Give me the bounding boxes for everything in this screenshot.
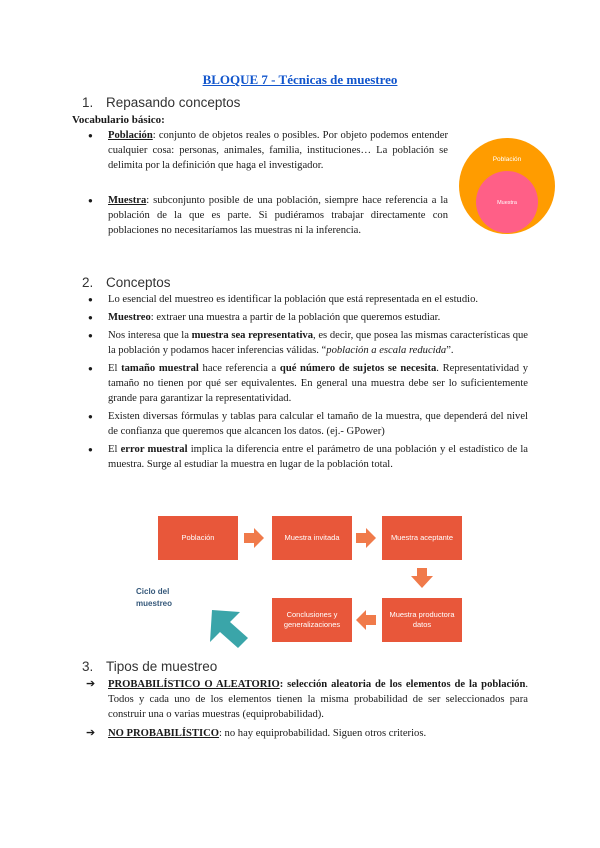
sampling-cycle-diagram xyxy=(120,510,480,652)
section-number: 3. xyxy=(82,659,94,674)
page-title: BLOQUE 7 - Técnicas de muestreo xyxy=(202,72,398,87)
bold-text: tamaño muestral xyxy=(121,363,199,374)
section-title: Tipos de muestreo xyxy=(106,659,218,674)
list-item xyxy=(108,310,528,325)
section-title: Conceptos xyxy=(106,275,171,290)
population-sample-diagram xyxy=(457,131,557,241)
text: El xyxy=(108,444,121,455)
list-item-poblacion xyxy=(108,128,448,173)
section-3-heading xyxy=(82,659,217,674)
definition-poblacion: : conjunto de objetos reales o posibles. Por objeto podemos entender cualquier cosa: personas, animales, familia, instituciones… La población se delimita por la definición que haga el investigador. xyxy=(108,130,448,171)
term-muestreo: Muestreo xyxy=(108,312,151,323)
bold-text: muestra sea representativa xyxy=(191,330,314,341)
box-muestra-invitada: Muestra invitada xyxy=(272,516,352,560)
text: : extraer una muestra a partir de la población que queremos estudiar. xyxy=(150,312,441,323)
box-conclusiones: Conclusiones y generalizaciones xyxy=(272,598,352,642)
text: hace referencia a xyxy=(198,363,280,374)
box-poblacion: Población xyxy=(158,516,238,560)
list-item xyxy=(108,442,528,472)
italic-text: población a escala reducida xyxy=(326,345,447,356)
section-title: Repasando conceptos xyxy=(106,95,241,110)
text: , es decir, que posea las mismas características que la población y podamos hacer inferencias válidas. “ xyxy=(108,330,528,356)
text: . Representatividad y tamaño no tienen por qué ser equivalentes. En general una muestra debe ser lo suficientemente grande para garantizar la representatividad. xyxy=(108,363,528,404)
definition-muestra: : subconjunto posible de una población, siempre hace referencia a la población de la que es parte. Si pudiéramos trabajar directamente con poblaciones no necesitaríamos las muestras ni la inferencia. xyxy=(108,195,448,236)
list-item-no-probabilistico xyxy=(108,726,528,741)
arrow-down xyxy=(411,568,433,588)
list-item: ● Existen diversas fórmulas y tablas para calcular el tamaño de la muestra, que dependerá del nivel de confianza que queremos que alcancen los datos. (ej.- GPower) xyxy=(108,409,528,439)
list-item-probabilistico xyxy=(108,677,528,722)
bold-text: qué número de sujetos se necesita xyxy=(279,363,437,374)
bold-text: : selección aleatoria de los elementos de la población xyxy=(279,679,526,690)
list-item xyxy=(108,361,528,406)
box-muestra-productora: Muestra productora datos xyxy=(382,598,462,642)
term-probabilistico: PROBABILÍSTICO O ALEATORIO xyxy=(108,679,280,690)
sample-label: Muestra xyxy=(497,200,517,206)
section-number: 1. xyxy=(82,95,94,110)
cycle-label-line2: muestreo xyxy=(136,599,173,608)
cycle-label-line1: Ciclo del xyxy=(136,587,170,596)
section-number: 2. xyxy=(82,275,94,290)
list-item: ● Lo esencial del muestreo es identificar la población que está representada en el estudio. xyxy=(108,292,528,307)
text: implica la diferencia entre el parámetro de una población y el estadístico de la muestra. Surge al estudiar la muestra en lugar de la población total. xyxy=(108,444,528,470)
box-muestra-aceptante: Muestra aceptante xyxy=(382,516,462,560)
list-item xyxy=(108,328,528,358)
text: Nos interesa que la xyxy=(108,330,192,341)
arrow-left xyxy=(356,610,376,630)
section-1-heading xyxy=(82,95,240,110)
text: ”. xyxy=(446,345,454,356)
population-label: Población xyxy=(492,156,522,163)
term-muestra: Muestra xyxy=(108,195,147,206)
diagram-arrows xyxy=(120,510,480,652)
vocabulary-heading: Vocabulario básico: xyxy=(72,114,165,126)
concepts-list xyxy=(108,292,528,472)
text: El xyxy=(108,363,122,374)
cycle-arrow xyxy=(210,610,248,648)
text: . Todos y cada uno de los elementos tienen la misma probabilidad de ser seleccionados para construir una o varias muestras (equiprobabilidad). xyxy=(108,679,528,720)
list-item-muestra xyxy=(108,193,448,238)
arrow-right-1 xyxy=(244,528,264,548)
term-no-probabilistico: NO PROBABILÍSTICO xyxy=(108,728,219,739)
term-poblacion: Población xyxy=(108,130,153,141)
bold-text: error muestral xyxy=(120,444,188,455)
arrow-right-2 xyxy=(356,528,376,548)
text: : no hay equiprobabilidad. Siguen otros criterios. xyxy=(218,728,427,739)
section-2-heading xyxy=(82,275,171,290)
